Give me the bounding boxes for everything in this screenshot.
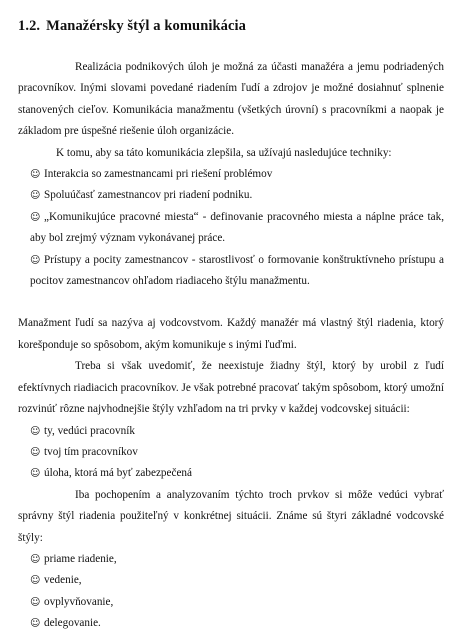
smiley-face-icon: ☺ [30, 254, 41, 266]
techniques-intro: K tomu, aby sa táto komunikácia zlepšila, sa užívajú nasledujúce techniky: [56, 146, 392, 159]
section-number: 1.2. [18, 18, 41, 34]
section-heading [18, 18, 444, 35]
list-item: ☺ priame riadenie, [18, 549, 444, 570]
section-title: Manažérsky štýl a komunikácia [46, 18, 247, 34]
smiley-face-icon: ☺ [30, 553, 41, 565]
list-item: ☺ Spoluúčasť zamestnancov pri riadení podniku. [18, 185, 444, 206]
list-item: ☺ ovplyvňovanie, [18, 592, 444, 613]
list-item: ☺ tvoj tím pracovníkov [18, 442, 444, 463]
paragraph-styl: Treba si však uvedomiť, že neexistuje žiadny štýl, ktorý by urobil z ľudí efektívnych riadiacich pracovníkov. Je však potrebné pracovať takým spôsobom, ktorý umožní rozvinúť rôzne najvhodnejšie štýly vzhľadom na tri prvky v každej vodcovskej situácii: [18, 360, 444, 416]
smiley-face-icon: ☺ [30, 446, 41, 458]
styles-list [18, 549, 444, 635]
smiley-face-icon: ☺ [30, 169, 41, 181]
smiley-face-icon: ☺ [30, 425, 41, 437]
list-item: ☺ Prístupy a pocity zamestnancov - starostlivosť o formovanie konštruktívneho prístupu a pocitov zamestnancov ohľadom riadiaceho štýlu manažmentu. [18, 250, 444, 293]
smiley-face-icon: ☺ [30, 575, 41, 587]
spacer [18, 292, 444, 313]
list-item: ☺ delegovanie. [18, 613, 444, 634]
list-item: ☺ „Komunikujúce pracovné miesta“ - definovanie pracovného miesta a náplne práce tak, aby bol zrejmý význam vykonávanej práce. [18, 207, 444, 250]
list-item: ☺ vedenie, [18, 570, 444, 591]
list-item: ☺ Interakcia so zamestnancami pri riešení problémov [18, 164, 444, 185]
list-item: ☺ úloha, ktorá má byť zabezpečená [18, 463, 444, 484]
smiley-face-icon: ☺ [30, 190, 41, 202]
smiley-face-icon: ☺ [30, 618, 41, 630]
smiley-face-icon: ☺ [30, 596, 41, 608]
paragraph-vodcovstvo: Manažment ľudí sa nazýva aj vodcovstvom. Každý manažér má vlastný štýl riadenia, ktorý korešponduje so spôsobom, akým komunikuje s inými ľuďmi. [18, 317, 444, 351]
list-item: ☺ ty, vedúci pracovník [18, 421, 444, 442]
smiley-face-icon: ☺ [30, 468, 41, 480]
techniques-list [18, 164, 444, 292]
paragraph-pochopenie: Iba pochopením a analyzovaním týchto troch prvkov si môže vedúci vybrať správny štýl riadenia použiteľný v konkrétnej situácii. Známe sú štyri základné vodcovské štýly: [18, 488, 444, 544]
elements-list [18, 421, 444, 485]
paragraph-realizacia: Realizácia podnikových úloh je možná za účasti manažéra a jemu podriadených pracovníkov. Inými slovami povedané riadením ľudí a zdrojov je možné dosiahnuť splnenie stanovených cieľov. Komunikácia manažmentu (všetkých úrovní) s pracovníkmi a naopak je základom pre úspešné riešenie úloh organizácie. [18, 61, 444, 138]
smiley-face-icon: ☺ [30, 211, 41, 223]
